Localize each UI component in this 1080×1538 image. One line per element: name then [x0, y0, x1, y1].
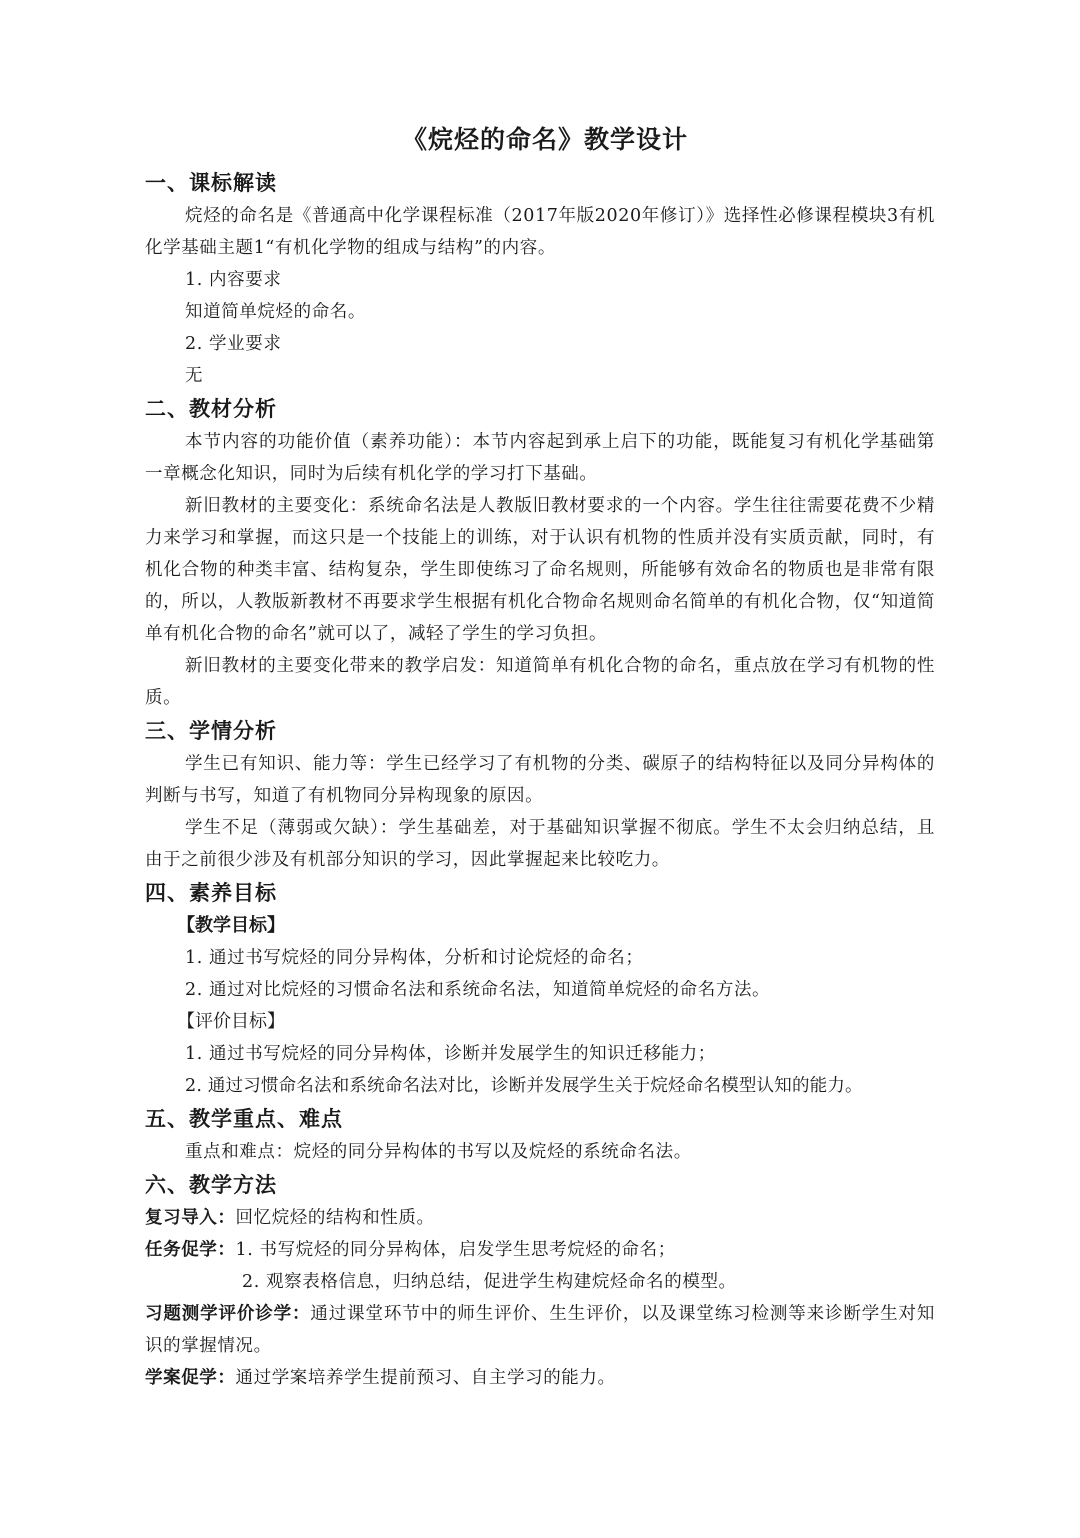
section-students [145, 714, 935, 876]
section-goals [145, 876, 935, 1102]
method-text: 1. 书写烷烃的同分异构体，启发学生思考烷烃的命名； [235, 1240, 676, 1260]
document-page [145, 120, 935, 1394]
list-item: 1. 通过书写烷烃的同分异构体，诊断并发展学生的知识迁移能力； [185, 1044, 716, 1064]
list-item: 2. 通过对比烷烃的习惯命名法和系统命名法，知道简单烷烃的命名方法。 [185, 980, 771, 1000]
method-worksheet [145, 1362, 935, 1394]
method-text: 通过课堂环节中的师生评价、生生评价，以及课堂练习检测等来诊断学生对知识的掌握情况。 [145, 1304, 935, 1356]
method-label: 学案促学： [145, 1368, 236, 1388]
section-heading: 五、教学重点、难点 [145, 1107, 343, 1131]
method-text: 回忆烷烃的结构和性质。 [235, 1208, 435, 1228]
section-curriculum [145, 166, 935, 392]
paragraph: 本节内容的功能价值（素养功能）：本节内容起到承上启下的功能，既能复习有机化学基础第一章概念化知识，同时为后续有机化学的学习打下基础。 [145, 432, 935, 484]
paragraph: 新旧教材的主要变化：系统命名法是人教版旧教材要求的一个内容。学生往往需要花费不少精力来学习和掌握，而这只是一个技能上的训练，对于认识有机物的性质并没有实质贡献，同时，有机化合物的种类丰富、结构复杂，学生即使练习了命名规则，所能够有效命名的物质也是非常有限的，所以，人教版新教材不再要求学生根据有机化合物命名规则命名简单的有机化合物，仅“知道简单有机化合物的命名”就可以了，减轻了学生的学习负担。 [145, 496, 935, 644]
document-title: 《烷烃的命名》教学设计 [401, 125, 688, 154]
method-label: 任务促学： [145, 1240, 236, 1260]
section-heading: 一、课标解读 [145, 171, 277, 195]
list-item-label: 2. 学业要求 [185, 334, 282, 354]
list-item-label: 1. 内容要求 [185, 270, 282, 290]
list-item-text: 知道简单烷烃的命名。 [185, 302, 366, 322]
teaching-goals-label: 【教学目标】 [177, 915, 285, 936]
section-heading: 六、教学方法 [145, 1173, 277, 1197]
section-methods [145, 1168, 935, 1394]
evaluation-goals-label: 【评价目标】 [177, 1011, 285, 1032]
section-textbook [145, 392, 935, 714]
list-item: 1. 通过书写烷烃的同分异构体，分析和讨论烷烃的命名； [185, 948, 644, 968]
method-text: 2. 观察表格信息，归纳总结，促进学生构建烷烃命名的模型。 [242, 1272, 737, 1292]
paragraph: 新旧教材的主要变化带来的教学启发：知道简单有机化合物的命名，重点放在学习有机物的性质。 [145, 656, 935, 708]
paragraph: 学生不足（薄弱或欠缺）：学生基础差，对于基础知识掌握不彻底。学生不太会归纳总结，且由于之前很少涉及有机部分知识的学习，因此掌握起来比较吃力。 [145, 818, 935, 870]
section-heading: 三、学情分析 [145, 719, 277, 743]
section-heading: 四、素养目标 [145, 881, 277, 905]
section-heading: 二、教材分析 [145, 397, 277, 421]
paragraph: 重点和难点：烷烃的同分异构体的书写以及烷烃的系统命名法。 [185, 1142, 692, 1162]
section-key-points [145, 1102, 935, 1168]
method-label: 习题测学评价诊学： [145, 1304, 311, 1324]
list-item-text: 无 [185, 366, 204, 386]
paragraph: 烷烃的命名是《普通高中化学课程标准（2017年版2020年修订）》选择性必修课程模块3有机化学基础主题1“有机化学物的组成与结构”的内容。 [145, 206, 935, 258]
method-text: 通过学案培养学生提前预习、自主学习的能力。 [235, 1368, 616, 1388]
paragraph: 学生已有知识、能力等：学生已经学习了有机物的分类、碳原子的结构特征以及同分异构体的判断与书写，知道了有机物同分异构现象的原因。 [145, 754, 935, 806]
list-item: 2. 通过习惯命名法和系统命名法对比，诊断并发展学生关于烷烃命名模型认知的能力。 [185, 1076, 863, 1096]
method-exercise [145, 1298, 935, 1362]
method-task [145, 1234, 935, 1266]
method-review [145, 1202, 935, 1234]
method-label: 复习导入： [145, 1208, 236, 1228]
